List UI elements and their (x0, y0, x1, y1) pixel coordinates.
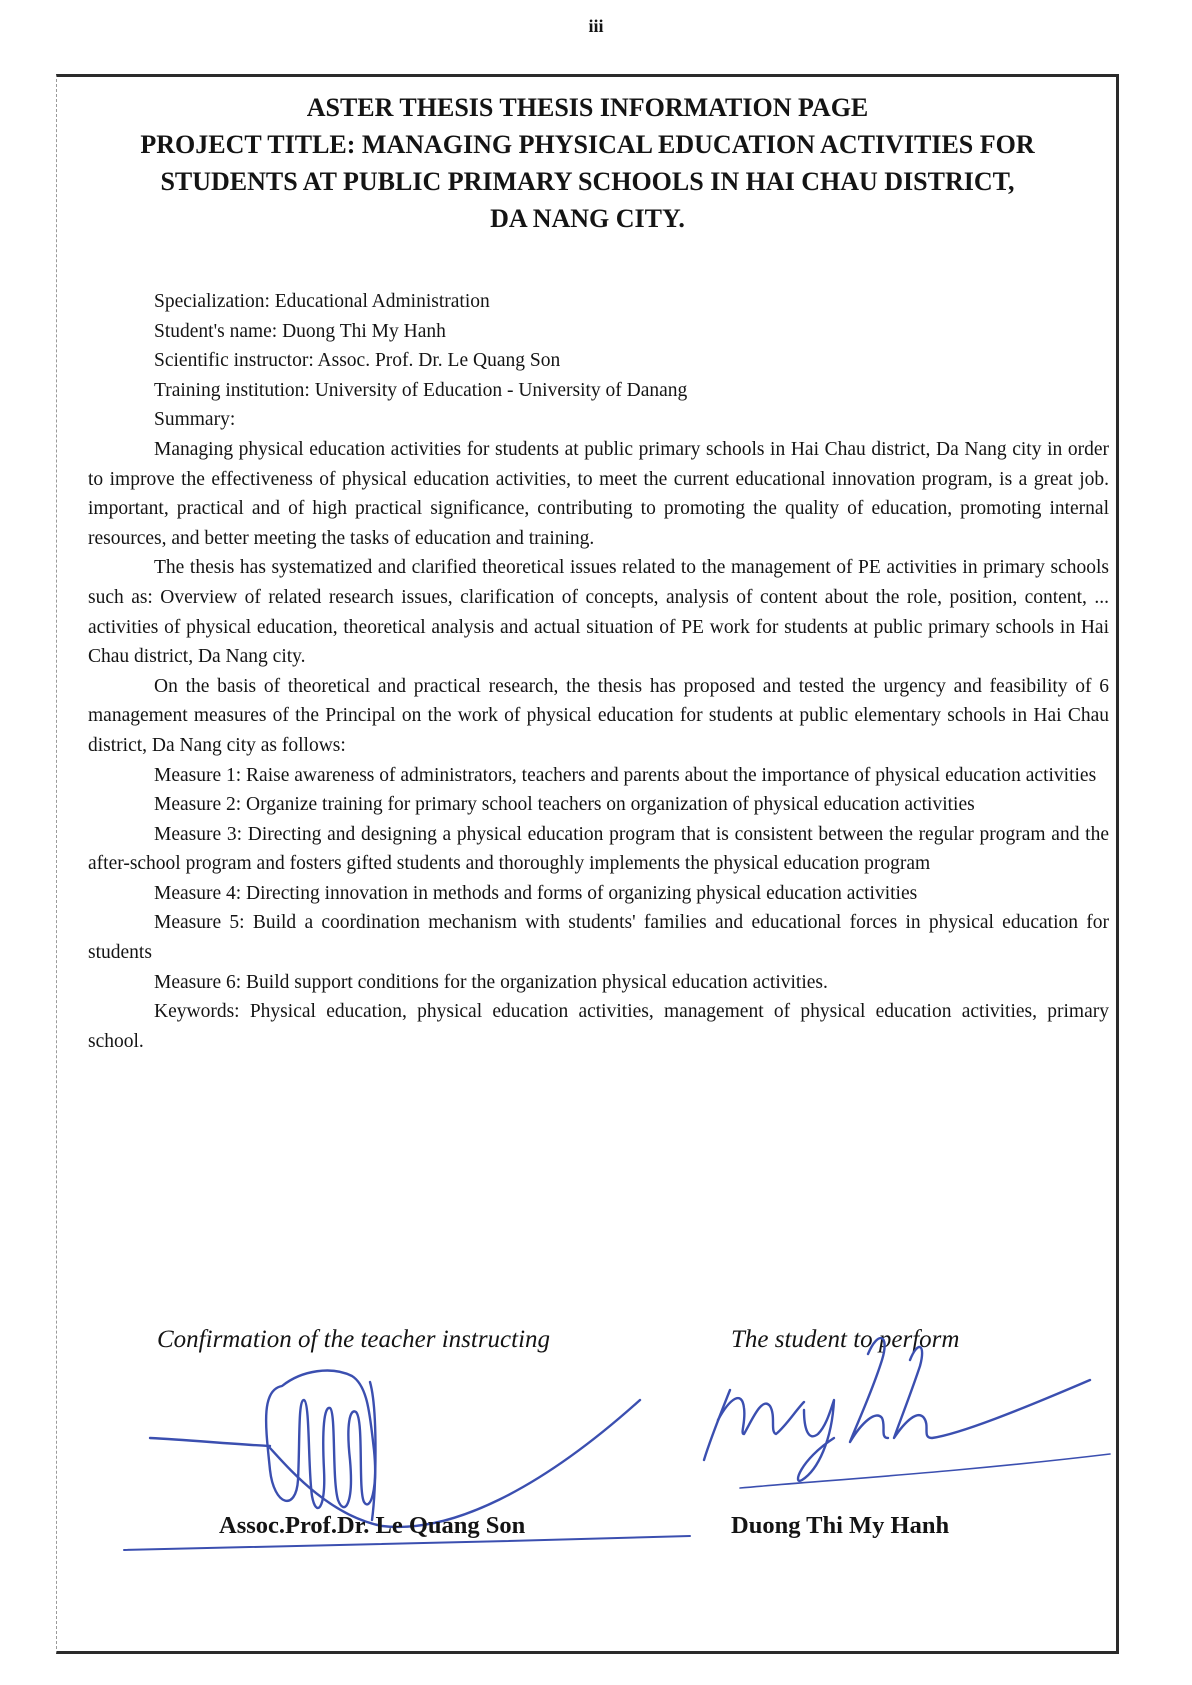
measure-6: Measure 6: Build support conditions for the organization physical education activities. (154, 971, 828, 993)
measure-4: Measure 4: Directing innovation in methods and forms of organizing physical education activities (154, 882, 918, 904)
student-name-line: Student's name: Duong Thi My Hanh (154, 320, 446, 342)
teacher-name: Assoc.Prof.Dr. Le Quang Son (219, 1512, 526, 1539)
heading-line-2: PROJECT TITLE: MANAGING PHYSICAL EDUCATION ACTIVITIES FOR (140, 130, 1035, 159)
student-signature (700, 1330, 1120, 1500)
document-body (88, 287, 1109, 1056)
measure-5: Measure 5: Build a coordination mechanism with students' families and educational forces in physical education for students (88, 912, 1109, 964)
thesis-heading (56, 89, 1119, 237)
measure-1: Measure 1: Raise awareness of administrators, teachers and parents about the importance of physical education activities (154, 764, 1097, 786)
student-name: Duong Thi My Hanh (731, 1512, 950, 1539)
heading-line-4: DA NANG CITY. (490, 204, 685, 233)
measure-2: Measure 2: Organize training for primary school teachers on organization of physical education activities (154, 794, 975, 816)
summary-paragraph-intro: Managing physical education activities for students at public primary schools in Hai Chau district, Da Nang city in order to improve the effectiveness of physical education activities, to meet the current educational innovation program, is a great job. important, practical and of high practical significance, contributing to promoting the quality of education, promoting internal resources, and better meeting the tasks of education and training. (88, 438, 1109, 549)
page-number: iii (588, 16, 604, 36)
institution-line: Training institution: University of Education - University of Danang (154, 379, 688, 401)
student-caption: The student to perform (731, 1326, 960, 1353)
heading-line-3: STUDENTS AT PUBLIC PRIMARY SCHOOLS IN HAI CHAU DISTRICT, (160, 167, 1015, 196)
specialization-line: Specialization: Educational Administration (154, 291, 490, 312)
summary-paragraph-theory: The thesis has systematized and clarified theoretical issues related to the management of PE activities in primary schools such as: Overview of related research issues, clarification of concepts, analysis of content about the role, position, content, ... activities of physical education, theoretical analysis and actual situation of PE work for students at public primary schools in Hai Chau district, Da Nang city. (88, 557, 1109, 668)
instructor-line: Scientific instructor: Assoc. Prof. Dr. Le Quang Son (154, 350, 561, 372)
keywords-paragraph: Keywords: Physical education, physical education activities, management of physical education activities, primary school. (88, 1001, 1109, 1052)
heading-line-1: ASTER THESIS THESIS INFORMATION PAGE (306, 93, 869, 122)
teacher-confirmation-caption: Confirmation of the teacher instructing (157, 1326, 551, 1353)
summary-label: Summary: (154, 409, 236, 431)
measure-3: Measure 3: Directing and designing a physical education program that is consistent between the regular program and the after-school program and fosters gifted students and thoroughly implements the physical education program (88, 823, 1109, 875)
summary-paragraph-basis: On the basis of theoretical and practical research, the thesis has proposed and tested the urgency and feasibility of 6 management measures of the Principal on the work of physical education for students at public elementary schools in Hai Chau district, Da Nang city as follows: (88, 675, 1109, 756)
